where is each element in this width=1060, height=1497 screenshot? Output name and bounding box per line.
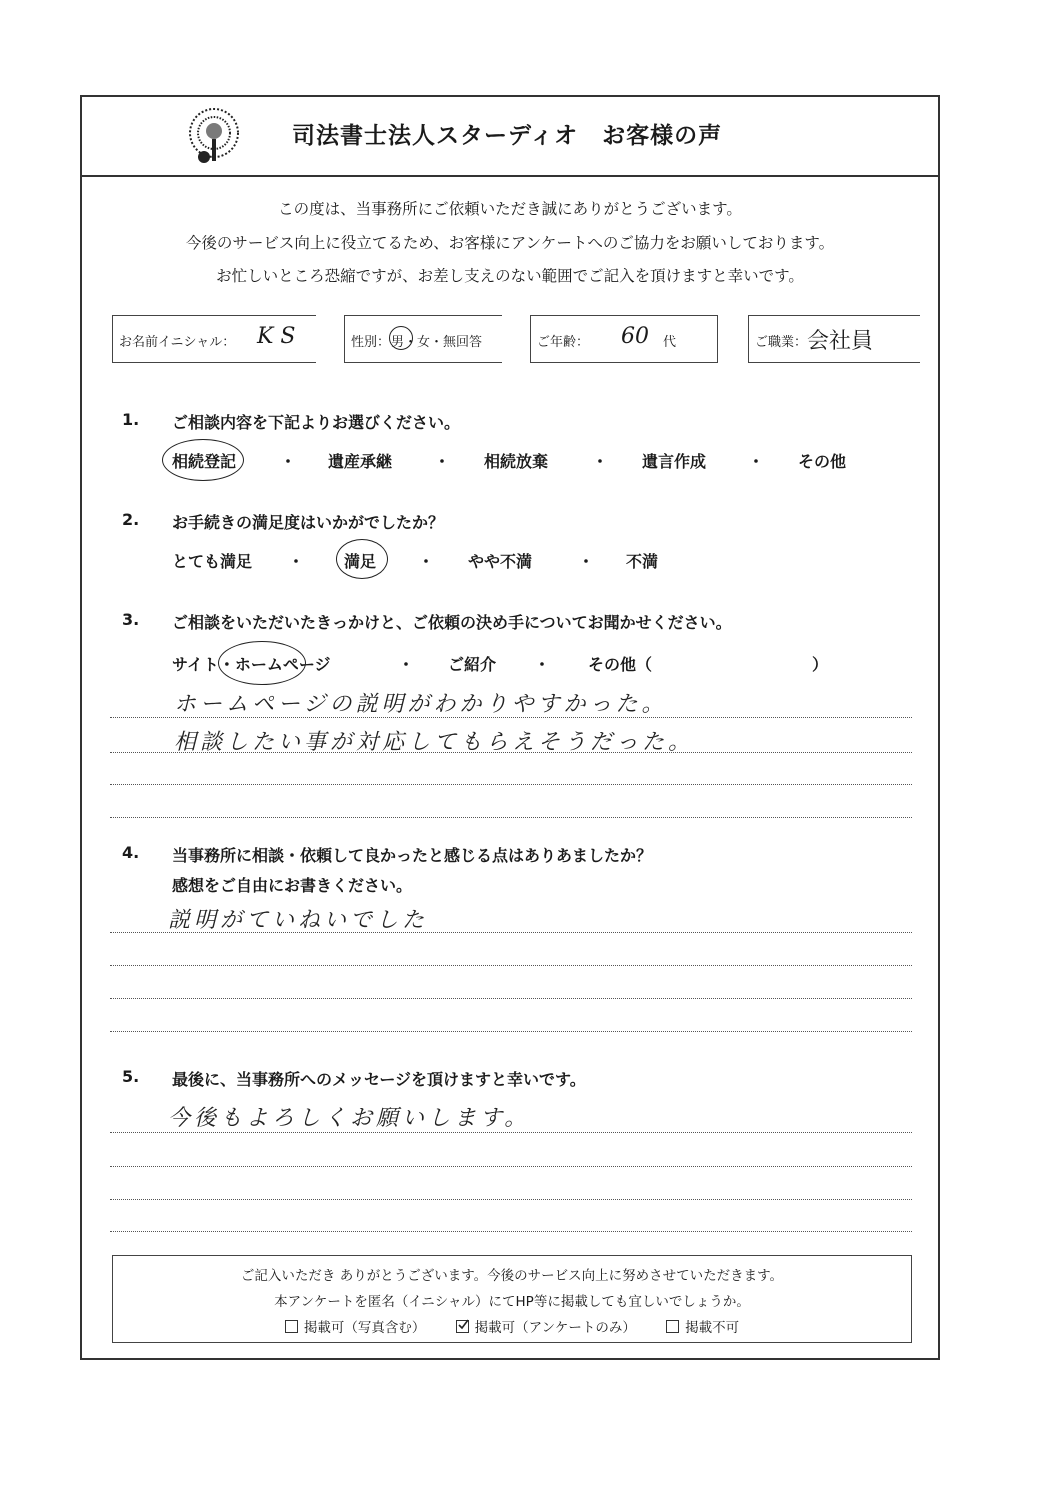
q2-separator: ・	[418, 552, 435, 571]
q3-answer-line-1: ホームページの説明がわかりやすかった。	[174, 692, 668, 717]
header	[82, 97, 938, 177]
q1-selected-circle	[162, 439, 244, 481]
q3-selected-circle	[218, 641, 306, 685]
q3-option-other-close: ）	[812, 655, 829, 674]
q3-number: 3.	[122, 610, 140, 629]
q2-text: お手続きの満足度はいかがでしたか？	[172, 513, 445, 532]
publication-consent-box	[112, 1255, 912, 1343]
q4-number: 4.	[122, 843, 140, 862]
page-title: 司法書士法人スターディオ お客様の声	[292, 123, 723, 149]
q4-text: 当事務所に相談・依頼して良かったと感じる点はありあましたか？	[172, 846, 653, 865]
q5-answer: 今後もよろしくお願いします。	[168, 1106, 531, 1131]
checkbox-icon[interactable]	[666, 1320, 679, 1333]
job-value: 会社員	[807, 329, 874, 354]
q4-text-2: 感想をご自由にお書きください。	[172, 876, 413, 895]
q1-separator: ・	[748, 452, 765, 471]
q3-separator: ・	[398, 655, 415, 674]
q1-option-1[interactable]: 相続登記	[172, 452, 237, 471]
q4-answer: 説明がていねいでした	[168, 908, 429, 933]
job-field[interactable]	[748, 315, 920, 363]
answer-line	[110, 817, 912, 818]
gender-selected-circle	[389, 326, 413, 350]
q2-separator: ・	[288, 552, 305, 571]
gender-options: 男・女・無回答	[391, 335, 483, 350]
age-suffix: 代	[663, 335, 677, 350]
intro-line-2: 今後のサービス向上に役立てるため、お客様にアンケートへのご協力をお願いしております。	[185, 234, 835, 252]
q1-separator: ・	[280, 452, 297, 471]
q2-option-1[interactable]: とても満足	[172, 552, 253, 571]
q5-text: 最後に、当事務所へのメッセージを頂けますと幸いです。	[172, 1070, 586, 1089]
q1-number: 1.	[122, 410, 140, 429]
answer-line	[110, 784, 912, 785]
consent-option-1[interactable]: 掲載可（写真含む）	[285, 1320, 456, 1336]
answer-line	[110, 717, 912, 718]
footer-thanks: ご記入いただき ありがとうございます。今後のサービス向上に努めさせていただきます。	[240, 1268, 784, 1284]
initial-value: K S	[257, 324, 296, 349]
consent-option-2[interactable]: 掲載可（アンケートのみ）	[456, 1320, 667, 1336]
intro-line-1: この度は、当事務所にご依頼いただき誠にありがとうございます。	[278, 200, 742, 218]
q1-separator: ・	[434, 452, 451, 471]
q2-separator: ・	[578, 552, 595, 571]
gender-label: 性別：	[351, 335, 391, 350]
tree-logo-icon	[182, 105, 246, 169]
q2-option-2[interactable]: 満足	[344, 552, 377, 571]
q3-separator: ・	[534, 655, 551, 674]
age-label: ご年齢：	[537, 335, 590, 350]
consent-option-3[interactable]: 掲載不可	[666, 1320, 739, 1336]
answer-line	[110, 1132, 912, 1133]
q2-option-4[interactable]: 不満	[626, 552, 659, 571]
footer-question: 本アンケートを匿名（イニシャル）にてHP等に掲載しても宜しいでしょうか。	[274, 1294, 750, 1310]
q3-text: ご相談をいただいたきっかけと、ご依頼の決め手についてお聞かせください。	[172, 613, 732, 632]
answer-line	[110, 1166, 912, 1167]
q3-answer-line-2: 相談したい事が対応してもらえそうだった。	[174, 730, 695, 755]
q1-option-5[interactable]: その他	[798, 452, 847, 471]
answer-line	[110, 998, 912, 999]
checkbox-icon[interactable]	[285, 1320, 298, 1333]
q3-option-site[interactable]: サイト・ホームページ	[172, 655, 331, 674]
initial-label: お名前イニシャル：	[119, 335, 236, 350]
age-value: 60	[621, 324, 649, 349]
q1-option-2[interactable]: 遺産承継	[328, 452, 393, 471]
q3-option-intro[interactable]: ご紹介	[448, 655, 497, 674]
answer-line	[110, 1031, 912, 1032]
intro-line-3: お忙しいところ恐縮ですが、お差し支えのない範囲でご記入を頂けますと幸いです。	[216, 267, 804, 285]
q2-number: 2.	[122, 510, 140, 529]
initial-field[interactable]	[112, 315, 316, 363]
answer-line	[110, 752, 912, 753]
answer-line	[110, 1199, 912, 1200]
q1-text: ご相談内容を下記よりお選びください。	[172, 413, 461, 432]
q3-option-other[interactable]: その他（	[588, 655, 653, 674]
survey-sheet	[80, 95, 940, 1360]
q2-option-3[interactable]: やや不満	[468, 552, 533, 571]
q1-option-3[interactable]: 相続放棄	[484, 452, 549, 471]
answer-line	[110, 1231, 912, 1232]
checked-checkbox-icon[interactable]	[456, 1320, 469, 1333]
job-label: ご職業：	[755, 335, 808, 350]
answer-line	[110, 965, 912, 966]
q5-number: 5.	[122, 1067, 140, 1086]
q1-option-4[interactable]: 遺言作成	[642, 452, 707, 471]
q2-selected-circle	[336, 539, 388, 579]
answer-line	[110, 932, 912, 933]
age-field[interactable]	[530, 315, 718, 363]
q1-separator: ・	[592, 452, 609, 471]
consent-options	[113, 1316, 911, 1336]
gender-field[interactable]	[344, 315, 502, 363]
